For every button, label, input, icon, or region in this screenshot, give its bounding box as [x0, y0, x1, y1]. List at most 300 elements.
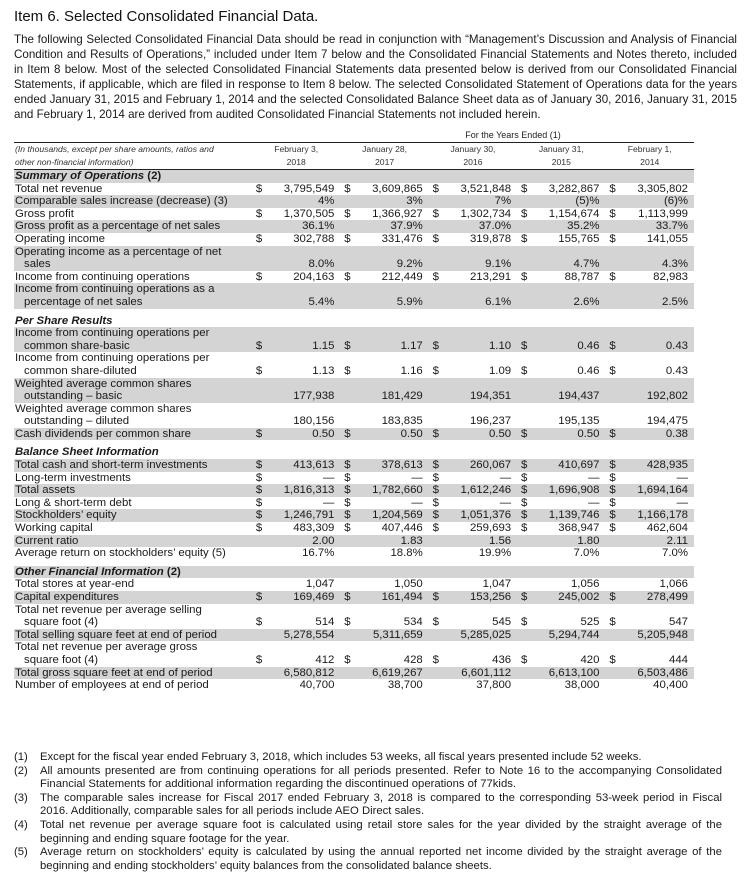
cell-value: 5,205,948: [620, 629, 694, 642]
dollar-sign: $: [340, 509, 354, 522]
cell-value: 2.00: [266, 535, 340, 548]
cell-value: 6,503,486: [620, 667, 694, 680]
row-label: Total selling square feet at end of period: [14, 629, 252, 642]
dollar-sign: [429, 667, 443, 680]
cell-value: 1.80: [531, 535, 605, 548]
cell-value: 1,302,734: [460, 207, 512, 220]
dollar-sign: $: [432, 616, 439, 629]
dollar-sign: $: [605, 591, 619, 604]
cell-value: 1,139,746: [531, 509, 605, 522]
row-label: percentage of net sales: [14, 296, 252, 309]
cell-value: 6,613,100: [531, 667, 605, 680]
table-row: [14, 578, 694, 591]
table-row: [14, 390, 694, 403]
cell-value: 33.7%: [620, 220, 694, 233]
dollar-sign: [517, 258, 531, 271]
dollar-sign: [429, 415, 443, 428]
dollar-sign: $: [520, 270, 528, 283]
dollar-sign: [252, 415, 266, 428]
dollar-sign: [429, 578, 443, 591]
cell-value: —: [411, 496, 423, 509]
dollar-sign: [340, 547, 354, 560]
header-note: other non-financial information): [14, 156, 252, 170]
dollar-sign: [340, 629, 354, 642]
row-label: square foot (4): [24, 653, 99, 666]
dollar-sign: $: [605, 428, 619, 441]
dollar-sign: $: [609, 364, 616, 377]
dollar-sign: $: [520, 471, 528, 484]
dollar-sign: $: [252, 459, 266, 472]
dollar-sign: $: [517, 428, 531, 441]
column-date: February 1,: [605, 143, 694, 157]
row-label: common share-diluted: [24, 364, 137, 377]
dollar-sign: $: [255, 522, 263, 535]
cell-value: 436: [492, 653, 512, 666]
dollar-sign: [605, 296, 619, 309]
cell-value: 181,429: [354, 390, 428, 403]
table-row-label-line: [14, 352, 694, 365]
dollar-sign: $: [340, 428, 354, 441]
financial-data-table: [14, 142, 694, 692]
cell-value: 1.09: [488, 364, 512, 377]
row-label: outstanding – diluted: [24, 415, 130, 428]
dollar-sign: $: [520, 182, 528, 195]
cell-value: 2.11: [620, 535, 694, 548]
cell-value: 9.1%: [443, 258, 517, 271]
dollar-sign: $: [605, 484, 619, 497]
cell-value: 7%: [443, 195, 517, 208]
dollar-sign: $: [429, 459, 443, 472]
years-ended-label: For the Years Ended (1): [465, 130, 561, 140]
dollar-sign: [605, 220, 619, 233]
cell-value: 3,305,802: [637, 182, 688, 195]
cell-value: 38,700: [387, 679, 423, 692]
footnote: [14, 765, 722, 792]
dollar-sign: [605, 195, 619, 208]
dollar-sign: $: [255, 182, 263, 195]
column-date: January 30,: [429, 143, 517, 157]
footnote-text: Average return on stockholders’ equity is calculated by using the annual reported net income divided by the straight average of the beginning and ending stockholders’ equity balances from the consolidated balance sheets.: [40, 846, 722, 872]
cell-value: 420: [580, 653, 600, 666]
dollar-sign: [340, 390, 354, 403]
footnote: [14, 751, 722, 765]
cell-value: —: [676, 496, 688, 509]
cell-value: 18.8%: [390, 547, 423, 560]
column-date: February 3,: [252, 143, 340, 157]
table-row: [14, 340, 694, 353]
dollar-sign: [429, 296, 443, 309]
cell-value: —: [411, 471, 423, 484]
section-title: [14, 566, 694, 579]
cell-value: 1,204,569: [354, 509, 428, 522]
table-row-label-line: [14, 378, 694, 391]
table-row: [14, 667, 694, 680]
dollar-sign: $: [344, 653, 351, 666]
cell-value: 483,309: [293, 522, 335, 535]
footnote-number: (5): [14, 846, 28, 859]
cell-value: 428,935: [620, 459, 694, 472]
row-label: Working capital: [15, 522, 93, 535]
cell-value: 302,788: [293, 232, 335, 245]
row-label: common share-basic: [14, 340, 252, 353]
cell-value: 5,311,659: [354, 629, 428, 642]
cell-value: 0.38: [620, 428, 694, 441]
row-label: Total net revenue: [15, 182, 103, 195]
dollar-sign: [252, 220, 266, 233]
dollar-sign: $: [432, 522, 439, 535]
dollar-sign: $: [517, 459, 531, 472]
cell-value: 5.4%: [266, 296, 340, 309]
cell-value: 260,067: [443, 459, 517, 472]
row-label: Operating income as a percentage of net: [14, 246, 694, 259]
dollar-sign: $: [340, 459, 354, 472]
footnote-number: (4): [14, 818, 28, 831]
dollar-sign: [252, 258, 266, 271]
cell-value: 5,294,744: [531, 629, 605, 642]
cell-value: 0.43: [665, 364, 688, 377]
dollar-sign: [517, 629, 531, 642]
dollar-sign: $: [517, 591, 531, 604]
dollar-sign: [605, 415, 619, 428]
cell-value: 319,878: [469, 232, 512, 245]
dollar-sign: [517, 547, 531, 560]
table-row-label-line: [14, 604, 694, 617]
footnote-text: All amounts presented are from continuing operations for all periods presented. Refer to Note 16 to the accompanying Consolidated Financial Statements for additional information regarding the discontinued operations of 77kids.: [40, 764, 722, 791]
row-label: Total gross square feet at end of period: [14, 667, 252, 680]
dollar-sign: [517, 195, 531, 208]
cell-value: 4.3%: [620, 258, 694, 271]
cell-value: 5.9%: [354, 296, 428, 309]
cell-value: 38,000: [564, 679, 600, 692]
dollar-sign: [252, 667, 266, 680]
cell-value: —: [499, 471, 512, 484]
cell-value: 40,400: [653, 679, 688, 692]
dollar-sign: $: [344, 270, 351, 283]
dollar-sign: $: [520, 653, 528, 666]
cell-value: 195,135: [558, 415, 600, 428]
row-label: Total cash and short-term investments: [14, 459, 252, 472]
cell-value: 0.50: [531, 428, 605, 441]
row-label: Income from continuing operations as a: [14, 283, 694, 296]
cell-value: (6)%: [620, 195, 694, 208]
dollar-sign: $: [255, 364, 263, 377]
table-row: [14, 459, 694, 472]
dollar-sign: [252, 578, 266, 591]
dollar-sign: $: [344, 182, 351, 195]
table-row: [14, 472, 694, 485]
table-row: [14, 258, 694, 271]
dollar-sign: [252, 390, 266, 403]
page-title: Item 6. Selected Consolidated Financial Data.: [14, 8, 319, 25]
row-label: Income from continuing operations: [15, 270, 190, 283]
cell-value: 177,938: [266, 390, 340, 403]
cell-value: 444: [668, 653, 688, 666]
dollar-sign: [605, 535, 619, 548]
dollar-sign: $: [340, 484, 354, 497]
cell-value: 407,446: [381, 522, 423, 535]
row-label: Income from continuing operations per: [14, 327, 694, 340]
section-title: [14, 315, 694, 328]
dollar-sign: [340, 195, 354, 208]
cell-value: 1,113,999: [638, 207, 688, 220]
table-row-label-line: [14, 246, 694, 259]
dollar-sign: $: [520, 616, 528, 629]
cell-value: 6,580,812: [266, 667, 340, 680]
footnote-number: (2): [14, 764, 28, 777]
dollar-sign: $: [340, 340, 354, 353]
cell-value: 331,476: [381, 232, 423, 245]
row-label: Long-term investments: [15, 471, 131, 484]
cell-value: 3,609,865: [372, 182, 423, 195]
dollar-sign: $: [344, 232, 351, 245]
dollar-sign: [517, 390, 531, 403]
cell-value: 1,366,927: [372, 207, 423, 220]
cell-value: 16.7%: [302, 547, 335, 560]
cell-value: 1.56: [443, 535, 517, 548]
dollar-sign: $: [432, 232, 439, 245]
cell-value: —: [676, 471, 688, 484]
section-title-text: Balance Sheet Information: [15, 446, 159, 459]
dollar-sign: $: [429, 591, 443, 604]
cell-value: 0.50: [266, 428, 340, 441]
row-label: Total stores at year-end: [15, 578, 135, 591]
cell-value: 428: [403, 653, 423, 666]
cell-value: —: [588, 496, 600, 509]
dollar-sign: [252, 629, 266, 642]
dollar-sign: [605, 629, 619, 642]
table-row: [14, 484, 694, 497]
row-label: sales: [14, 258, 252, 271]
cell-value: 212,449: [381, 270, 423, 283]
column-date: January 31,: [517, 143, 605, 157]
cell-value: 192,802: [620, 390, 694, 403]
dollar-sign: $: [344, 207, 351, 220]
cell-value: 88,787: [564, 270, 600, 283]
table-row-label-line: [14, 327, 694, 340]
table-row: [14, 208, 694, 221]
row-label: Number of employees at end of period: [15, 679, 209, 692]
cell-value: 37.9%: [354, 220, 428, 233]
table-row-label-line: [14, 403, 694, 416]
column-date: January 28,: [340, 143, 428, 157]
dollar-sign: [429, 547, 443, 560]
dollar-sign: $: [520, 232, 528, 245]
cell-value: 534: [403, 616, 423, 629]
dollar-sign: [517, 679, 531, 692]
dollar-sign: $: [609, 522, 616, 535]
row-label: Total net revenue per average selling: [15, 603, 202, 616]
dollar-sign: [517, 667, 531, 680]
cell-value: 1.15: [266, 340, 340, 353]
table-row: [14, 509, 694, 522]
dollar-sign: $: [432, 653, 439, 666]
footnote-number: (1): [14, 751, 28, 763]
dollar-sign: $: [344, 471, 351, 484]
dollar-sign: $: [605, 340, 619, 353]
row-label: Gross profit: [15, 207, 74, 220]
dollar-sign: $: [344, 616, 351, 629]
cell-value: 1,051,376: [443, 509, 517, 522]
cell-value: 183,835: [381, 415, 423, 428]
cell-value: 378,613: [354, 459, 428, 472]
cell-value: 1,166,178: [620, 509, 694, 522]
cell-value: 155,765: [558, 232, 600, 245]
cell-value: 1,696,908: [531, 484, 605, 497]
dollar-sign: $: [520, 522, 528, 535]
dollar-sign: [517, 535, 531, 548]
row-label: square foot (4): [24, 616, 99, 629]
footnote-number: (3): [14, 791, 28, 804]
dollar-sign: $: [517, 484, 531, 497]
table-row-label-line: [14, 283, 694, 296]
dollar-sign: $: [429, 484, 443, 497]
dollar-sign: $: [609, 653, 616, 666]
dollar-sign: $: [517, 509, 531, 522]
cell-value: 1,056: [570, 578, 600, 591]
cell-value: 525: [580, 616, 600, 629]
cell-value: 213,291: [469, 270, 512, 283]
table-row: [14, 233, 694, 246]
dollar-sign: $: [255, 653, 263, 666]
dollar-sign: [340, 578, 354, 591]
dollar-sign: [252, 195, 266, 208]
row-label: Current ratio: [14, 535, 252, 548]
document-page: [0, 0, 751, 122]
cell-value: 7.0%: [573, 547, 600, 560]
cell-value: 412: [315, 653, 335, 666]
dollar-sign: [429, 195, 443, 208]
dollar-sign: $: [609, 207, 616, 220]
column-year: 2016: [429, 156, 517, 170]
dollar-sign: [605, 578, 619, 591]
dollar-sign: [252, 679, 266, 692]
dollar-sign: $: [432, 182, 439, 195]
table-row: [14, 629, 694, 642]
dollar-sign: [429, 535, 443, 548]
dollar-sign: $: [609, 496, 616, 509]
cell-value: 0.50: [443, 428, 517, 441]
dollar-sign: [429, 220, 443, 233]
footnote: [14, 792, 722, 819]
cell-value: 1.13: [312, 364, 335, 377]
cell-value: 1,694,164: [620, 484, 694, 497]
cell-value: 194,475: [646, 415, 688, 428]
footnotes: [14, 751, 722, 873]
dollar-sign: $: [252, 340, 266, 353]
column-year: 2018: [252, 156, 340, 170]
cell-value: 1,050: [394, 578, 423, 591]
table-row: [14, 591, 694, 604]
row-label: Weighted average common shares: [14, 378, 694, 391]
table-row: [14, 679, 694, 692]
dollar-sign: [429, 679, 443, 692]
cell-value: —: [499, 496, 512, 509]
cell-value: 194,351: [443, 390, 517, 403]
cell-value: 1.10: [443, 340, 517, 353]
dollar-sign: [429, 390, 443, 403]
cell-value: 0.50: [354, 428, 428, 441]
table-row: [14, 365, 694, 378]
cell-value: 6.1%: [443, 296, 517, 309]
footnote: [14, 819, 722, 846]
dollar-sign: $: [344, 522, 351, 535]
cell-value: 1,066: [659, 578, 688, 591]
table-row: [14, 271, 694, 284]
dollar-sign: $: [605, 509, 619, 522]
dollar-sign: $: [432, 471, 439, 484]
section-title: [14, 446, 694, 459]
dollar-sign: $: [432, 207, 439, 220]
cell-value: 19.9%: [478, 547, 512, 560]
column-year: 2014: [605, 156, 694, 170]
cell-value: 1,154,674: [548, 207, 600, 220]
dollar-sign: [340, 667, 354, 680]
cell-value: 9.2%: [354, 258, 428, 271]
column-year: 2017: [340, 156, 428, 170]
cell-value: 194,437: [531, 390, 605, 403]
table-row: [14, 616, 694, 629]
dollar-sign: $: [255, 232, 263, 245]
cell-value: (5)%: [531, 195, 605, 208]
dollar-sign: $: [605, 459, 619, 472]
cell-value: 8.0%: [266, 258, 340, 271]
dollar-sign: $: [252, 591, 266, 604]
cell-value: 6,601,112: [443, 667, 517, 680]
section-title-text: Summary of Operations: [15, 170, 145, 182]
cell-value: 36.1%: [266, 220, 340, 233]
cell-value: 1,047: [482, 578, 512, 591]
column-year: 2015: [517, 156, 605, 170]
section-title: [14, 170, 694, 183]
row-label: Average return on stockholders’ equity (5): [15, 547, 226, 560]
cell-value: 1,816,313: [266, 484, 340, 497]
dollar-sign: $: [609, 270, 616, 283]
row-label: Long & short-term debt: [15, 496, 132, 509]
dollar-sign: [340, 415, 354, 428]
dollar-sign: $: [432, 496, 439, 509]
dollar-sign: [605, 390, 619, 403]
dollar-sign: $: [432, 364, 439, 377]
row-label: Capital expenditures: [14, 591, 252, 604]
dollar-sign: $: [520, 364, 528, 377]
dollar-sign: [605, 258, 619, 271]
section-footnote-ref: (2): [163, 565, 181, 578]
footnote-text: The comparable sales increase for Fiscal 2017 ended February 3, 2018 is compared to the corresponding 53-week period in Fiscal 2016. Additionally, comparable sales for all periods include AEO Direct sales.: [40, 791, 722, 818]
dollar-sign: $: [429, 340, 443, 353]
dollar-sign: $: [252, 484, 266, 497]
dollar-sign: [340, 296, 354, 309]
dollar-sign: $: [432, 270, 439, 283]
dollar-sign: $: [609, 616, 616, 629]
cell-value: 5,278,554: [266, 629, 340, 642]
table-row: [14, 183, 694, 196]
cell-value: 1,782,660: [354, 484, 428, 497]
cell-value: —: [323, 496, 335, 509]
section-header-row: [14, 566, 694, 579]
dollar-sign: [429, 629, 443, 642]
cell-value: 514: [315, 616, 335, 629]
dollar-sign: [340, 535, 354, 548]
row-label: Operating income: [15, 232, 105, 245]
cell-value: 0.46: [531, 340, 605, 353]
dollar-sign: [252, 296, 266, 309]
row-label: Income from continuing operations per: [15, 352, 210, 365]
cell-value: 4%: [266, 195, 340, 208]
dollar-sign: $: [517, 340, 531, 353]
cell-value: 1,370,505: [283, 207, 335, 220]
dollar-sign: [517, 415, 531, 428]
cell-value: 161,494: [354, 591, 428, 604]
